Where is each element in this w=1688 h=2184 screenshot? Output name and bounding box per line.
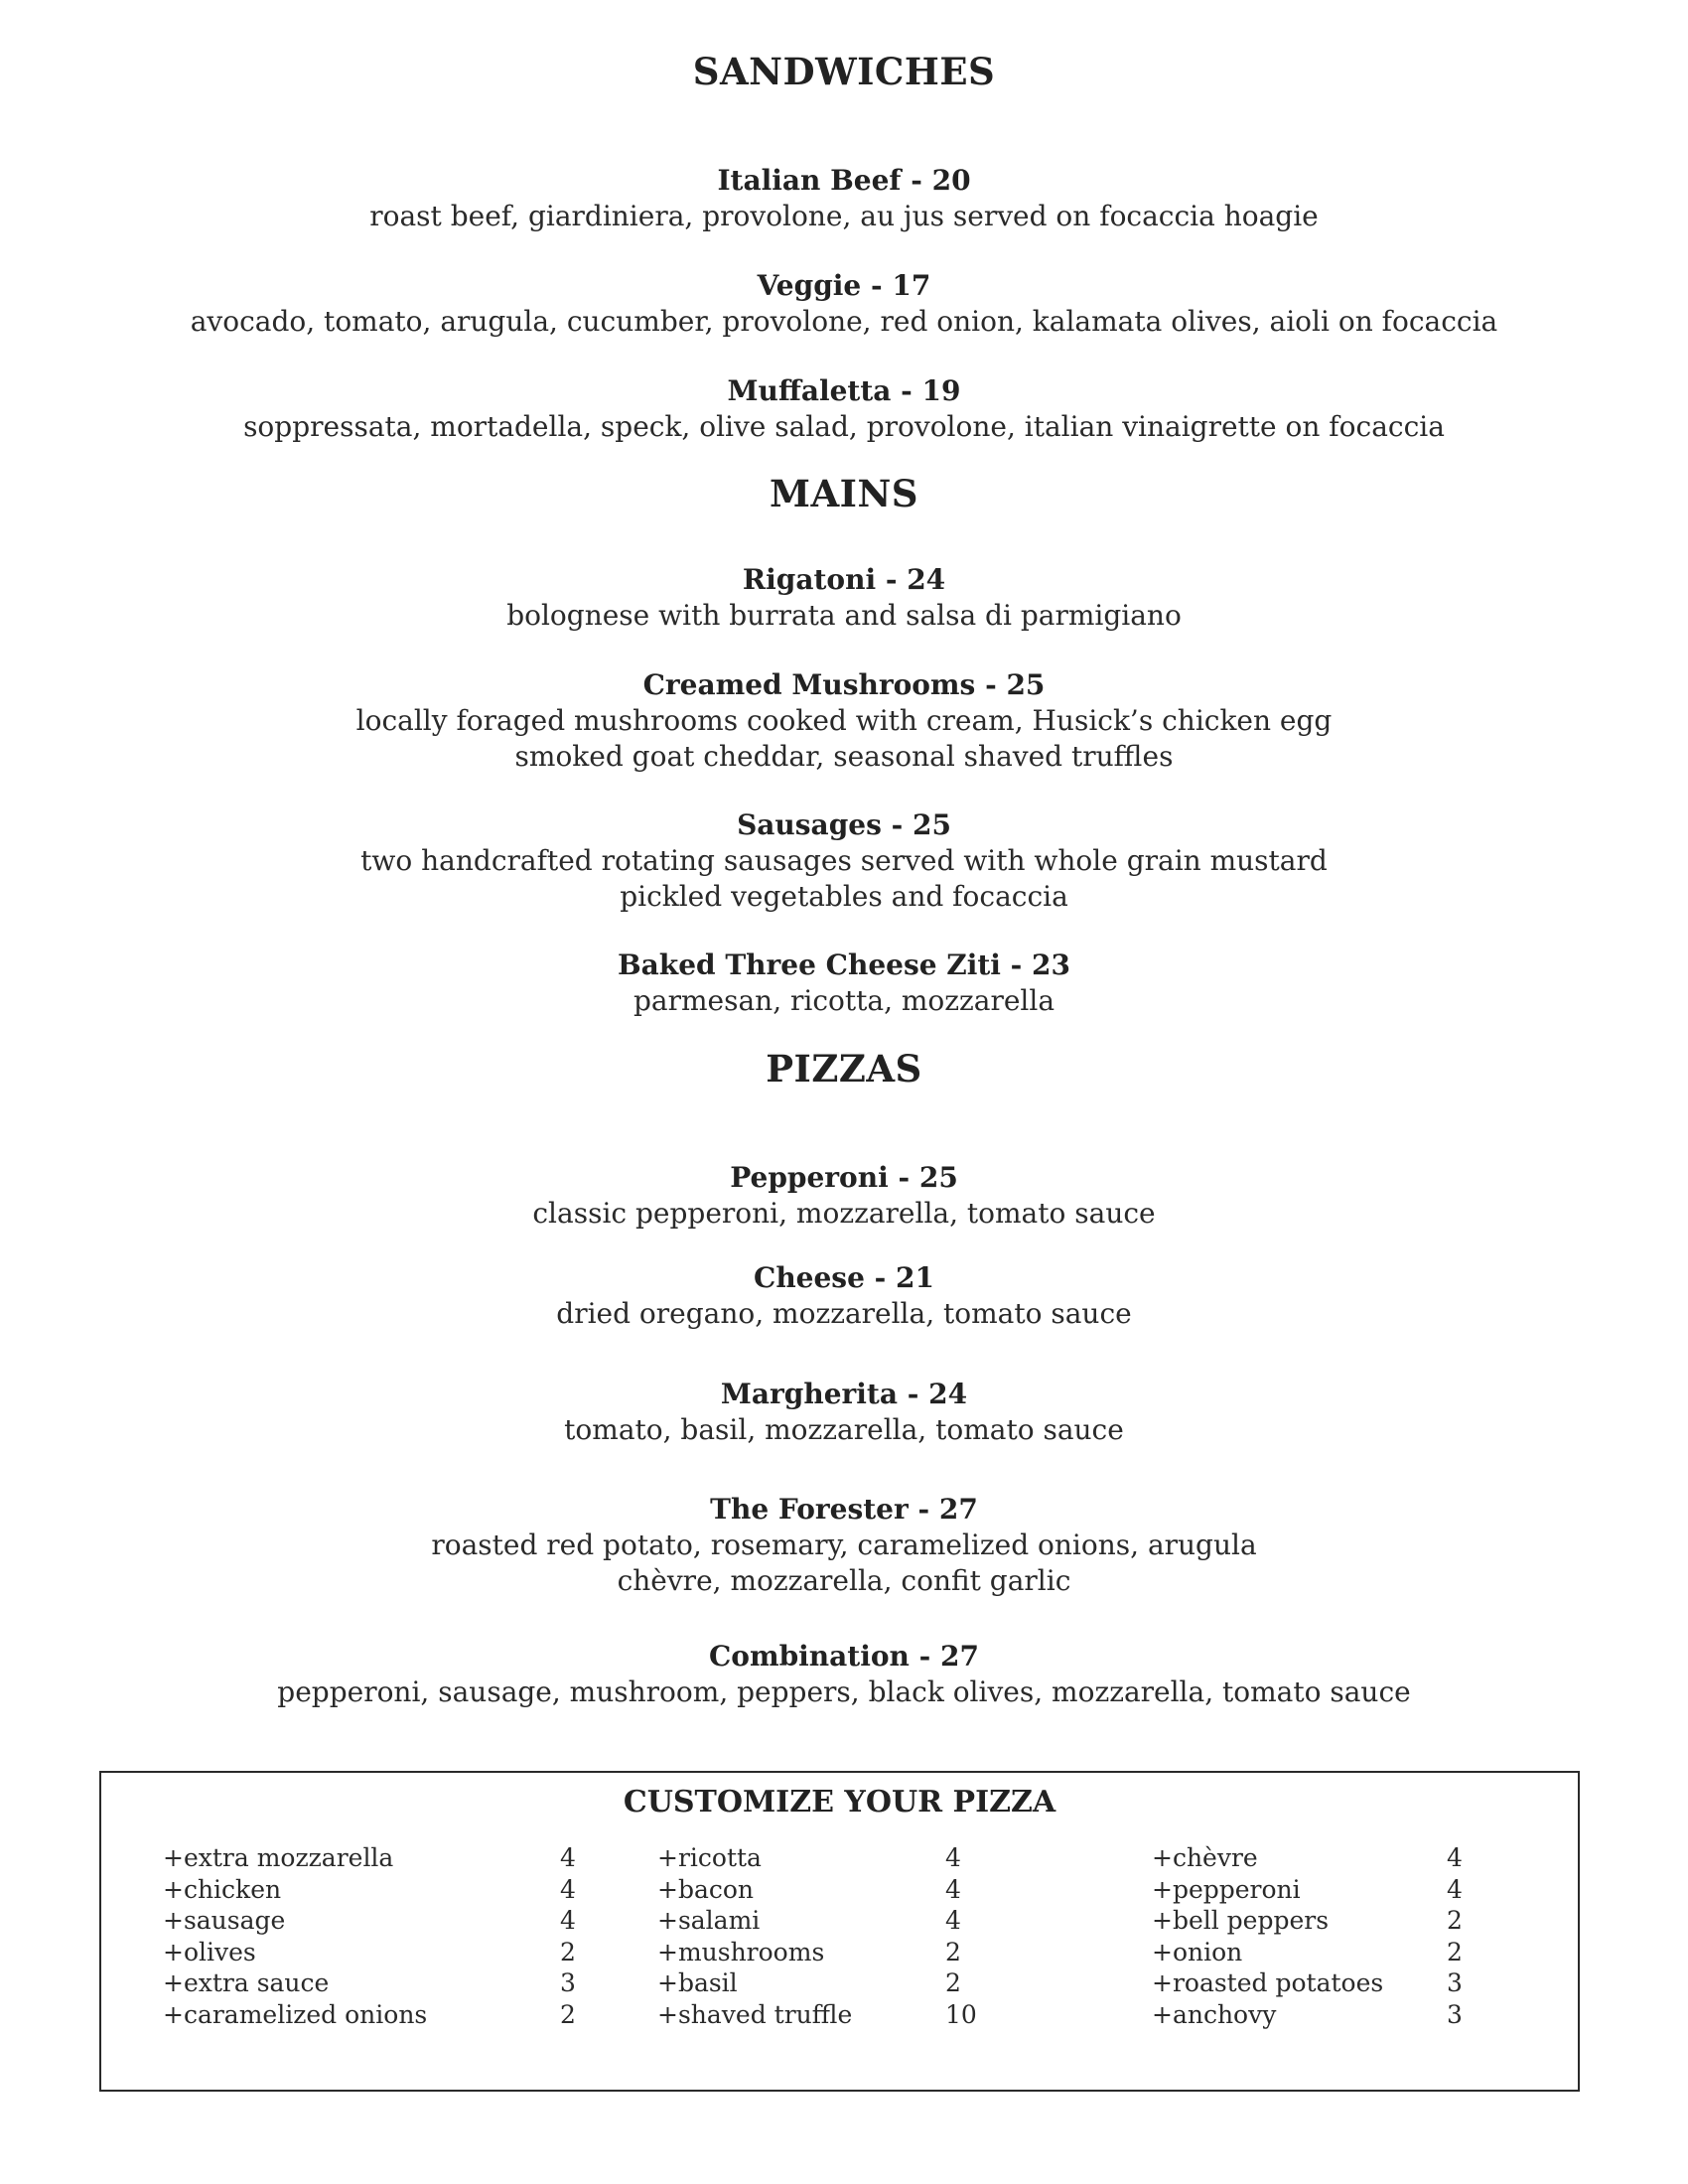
item-name: Pepperoni - 25 [730,1161,958,1194]
item-name: Cheese - 21 [754,1261,934,1294]
item-name: The Forester - 27 [710,1493,978,1526]
topping-label: +pepperoni [1152,1874,1301,1904]
customize-pizza-box [99,1771,1580,2092]
item-description: roasted red potato, rosemary, caramelized onions, arugula [431,1529,1257,1561]
item-description: chèvre, mozzarella, confit garlic [617,1564,1071,1597]
item-name: Margherita - 24 [720,1378,968,1410]
topping-price: 3 [1447,1999,1463,2029]
topping-price: 2 [1447,1937,1463,1966]
topping-price: 4 [560,1843,576,1872]
menu-item [0,268,1688,340]
menu-item [0,373,1688,445]
topping-label: +sausage [163,1906,286,1935]
topping-price: 2 [945,1968,961,1997]
topping-label: +chèvre [1152,1843,1258,1872]
item-description: pickled vegetables and focaccia [620,880,1068,913]
item-description: two handcrafted rotating sausages served with whole grain mustard [360,844,1328,877]
topping-price: 4 [945,1843,961,1872]
topping-label: +roasted potatoes [1152,1968,1384,1997]
topping-price: 2 [945,1937,961,1966]
topping-price: 4 [945,1874,961,1904]
item-name: Muffaletta - 19 [727,374,961,407]
menu-item [0,947,1688,1019]
topping-label: +ricotta [657,1843,762,1872]
menu-item [0,562,1688,634]
menu-item [0,1639,1688,1710]
item-description: smoked goat cheddar, seasonal shaved truffles [514,740,1174,773]
item-description: avocado, tomato, arugula, cucumber, provolone, red onion, kalamata olives, aioli on focaccia [190,305,1498,338]
menu-item [0,1492,1688,1599]
section-title-pizzas: PIZZAS [766,1047,922,1091]
topping-price: 10 [945,1999,977,2029]
item-description: locally foraged mushrooms cooked with cream, Husick’s chicken egg [355,704,1333,737]
topping-label: +caramelized onions [163,1999,428,2029]
item-description: tomato, basil, mozzarella, tomato sauce [564,1413,1124,1446]
item-description: bolognese with burrata and salsa di parmigiano [506,599,1182,632]
topping-price: 2 [1447,1906,1463,1935]
menu-item [0,667,1688,775]
item-description: roast beef, giardiniera, provolone, au jus served on focaccia hoagie [369,200,1319,232]
topping-price: 2 [560,1937,576,1966]
item-description: soppressata, mortadella, speck, olive salad, provolone, italian vinaigrette on focaccia [243,410,1445,443]
item-name: Combination - 27 [709,1640,979,1673]
topping-label: +salami [657,1906,761,1935]
topping-label: +onion [1152,1937,1243,1966]
topping-price: 3 [1447,1968,1463,1997]
menu-item [0,1260,1688,1332]
menu-item [0,807,1688,915]
item-description: parmesan, ricotta, mozzarella [633,984,1055,1017]
item-name: Veggie - 17 [757,269,931,302]
section-title-mains: MAINS [769,472,918,515]
item-description: dried oregano, mozzarella, tomato sauce [556,1297,1132,1330]
topping-price: 2 [560,1999,576,2029]
menu-item [0,1377,1688,1448]
section-title-sandwiches: SANDWICHES [692,50,996,93]
topping-price: 4 [945,1906,961,1935]
item-description: classic pepperoni, mozzarella, tomato sauce [532,1197,1156,1230]
topping-price: 4 [1447,1874,1463,1904]
item-name: Italian Beef - 20 [717,164,971,197]
customize-title: CUSTOMIZE YOUR PIZZA [623,1785,1056,1820]
topping-price: 4 [560,1874,576,1904]
topping-label: +basil [657,1968,738,1997]
item-name: Rigatoni - 24 [742,563,946,596]
topping-label: +chicken [163,1874,282,1904]
topping-label: +olives [163,1937,256,1966]
topping-label: +anchovy [1152,1999,1277,2029]
topping-price: 3 [560,1968,576,1997]
topping-price: 4 [1447,1843,1463,1872]
topping-label: +shaved truffle [657,1999,853,2029]
item-name: Sausages - 25 [737,808,951,841]
item-description: pepperoni, sausage, mushroom, peppers, black olives, mozzarella, tomato sauce [277,1675,1411,1708]
topping-label: +bell peppers [1152,1906,1330,1935]
topping-price: 4 [560,1906,576,1935]
topping-label: +extra sauce [163,1968,330,1997]
topping-label: +mushrooms [657,1937,825,1966]
topping-label: +extra mozzarella [163,1843,394,1872]
menu-item [0,163,1688,234]
item-name: Creamed Mushrooms - 25 [642,668,1046,701]
menu-item [0,1160,1688,1232]
item-name: Baked Three Cheese Ziti - 23 [618,948,1070,981]
topping-label: +bacon [657,1874,755,1904]
